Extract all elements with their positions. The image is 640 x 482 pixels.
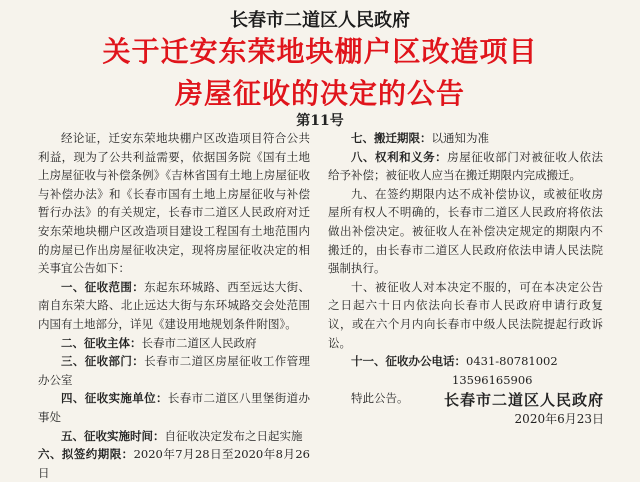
item-dept-text: 长春市二道区房屋征收工作管理办公室	[38, 354, 310, 387]
notice-title-line2: 房屋征收的决定的公告	[174, 77, 465, 110]
item-time-text: 自征收决定发布之日起实施	[164, 428, 303, 443]
item-rights-text: 房屋征收部门对被征收人依法给予补偿；被征收人应当在搬迁期限内完成搬迁。	[328, 149, 604, 183]
issuer-name: 长春市二道区人民政府	[230, 10, 410, 31]
item-scope	[38, 278, 310, 334]
issue-number: 第11号	[296, 113, 344, 129]
item-impl	[38, 389, 310, 426]
item-impl-text: 长春市二道区八里堡街道办事处	[38, 391, 310, 424]
item-time	[38, 427, 310, 446]
item-dept	[38, 352, 310, 389]
signature-date: 2020年6月23日	[514, 412, 604, 426]
left-column	[38, 129, 310, 482]
phone-number-1: 0431-80781002	[466, 354, 558, 369]
item-rights-label: 八、权利和义务：	[351, 149, 448, 164]
intro-paragraph: 经论证，迁安东荣地块棚户区改造项目符合公共利益，现为了公共利益需要，依据国务院《国有土地上房屋征收与补偿条例》《吉林省国有土地上房屋征收与补偿办法》和《长春市国有土地上房屋征收与补偿暂行办法》的有关规定，长春市二道区人民政府对迁安东荣地块棚户区改造项目建设工程国有土地范围内的房屋已作出房屋征收决定，现将房屋征收决定的相关事宜公告如下：	[38, 131, 310, 276]
item-sign-label: 六、拟签约期限：	[38, 447, 134, 462]
item-impl-label: 四、征收实施单位：	[61, 391, 168, 406]
item-dept-label: 三、征收部门：	[61, 354, 145, 369]
item-sign-text: 2020年7月28日至2020年8月26日	[38, 447, 310, 480]
item-scope-text: 东起东环城路、西至远达大街、南自东荣大路、北止远达大街与东环城路交会处范围内国有土地部分，详见《建设用地规划条件附图》。	[38, 279, 310, 331]
item-subject-label: 二、征收主体：	[61, 335, 142, 350]
notice-title-line1: 关于迁安东荣地块棚户区改造项目	[102, 35, 538, 68]
item-appeal: 十、被征收人对本决定不服的，可在本决定公告之日起六十日内依法向长春市人民政府申请行政复议，或在六个月内向长春市中级人民法院提起行政诉讼。	[328, 279, 603, 350]
phone-number-2: 13596165906	[452, 372, 533, 387]
item-phone-label: 十一、征收办公电话：	[351, 354, 466, 369]
item-subject-text: 长春市二道区人民政府	[141, 335, 257, 350]
item-sign	[38, 445, 310, 482]
item-move	[328, 129, 603, 148]
item-move-text: 以通知为准	[431, 131, 489, 145]
item-rights	[328, 148, 603, 185]
item-phone	[328, 352, 603, 371]
item-subject	[38, 334, 310, 353]
item-enforcement: 九、在签约期限内达不成补偿协议，或被征收房屋所有权人不明确的，长春市二道区人民政府将依法做出补偿决定。被征收人在补偿决定规定的期限内不搬迁的，由长春市二道区人民政府依法申请人民法院强制执行。	[328, 186, 603, 276]
right-column	[328, 129, 603, 408]
item-move-label: 七、搬迁期限：	[351, 131, 432, 145]
item-phone-2	[328, 371, 603, 390]
closing-text: 特此公告。	[351, 391, 409, 406]
item-scope-label: 一、征收范围：	[61, 279, 145, 294]
item-time-label: 五、征收实施时间：	[61, 428, 165, 443]
signature-issuer: 长春市二道区人民政府	[443, 391, 604, 409]
